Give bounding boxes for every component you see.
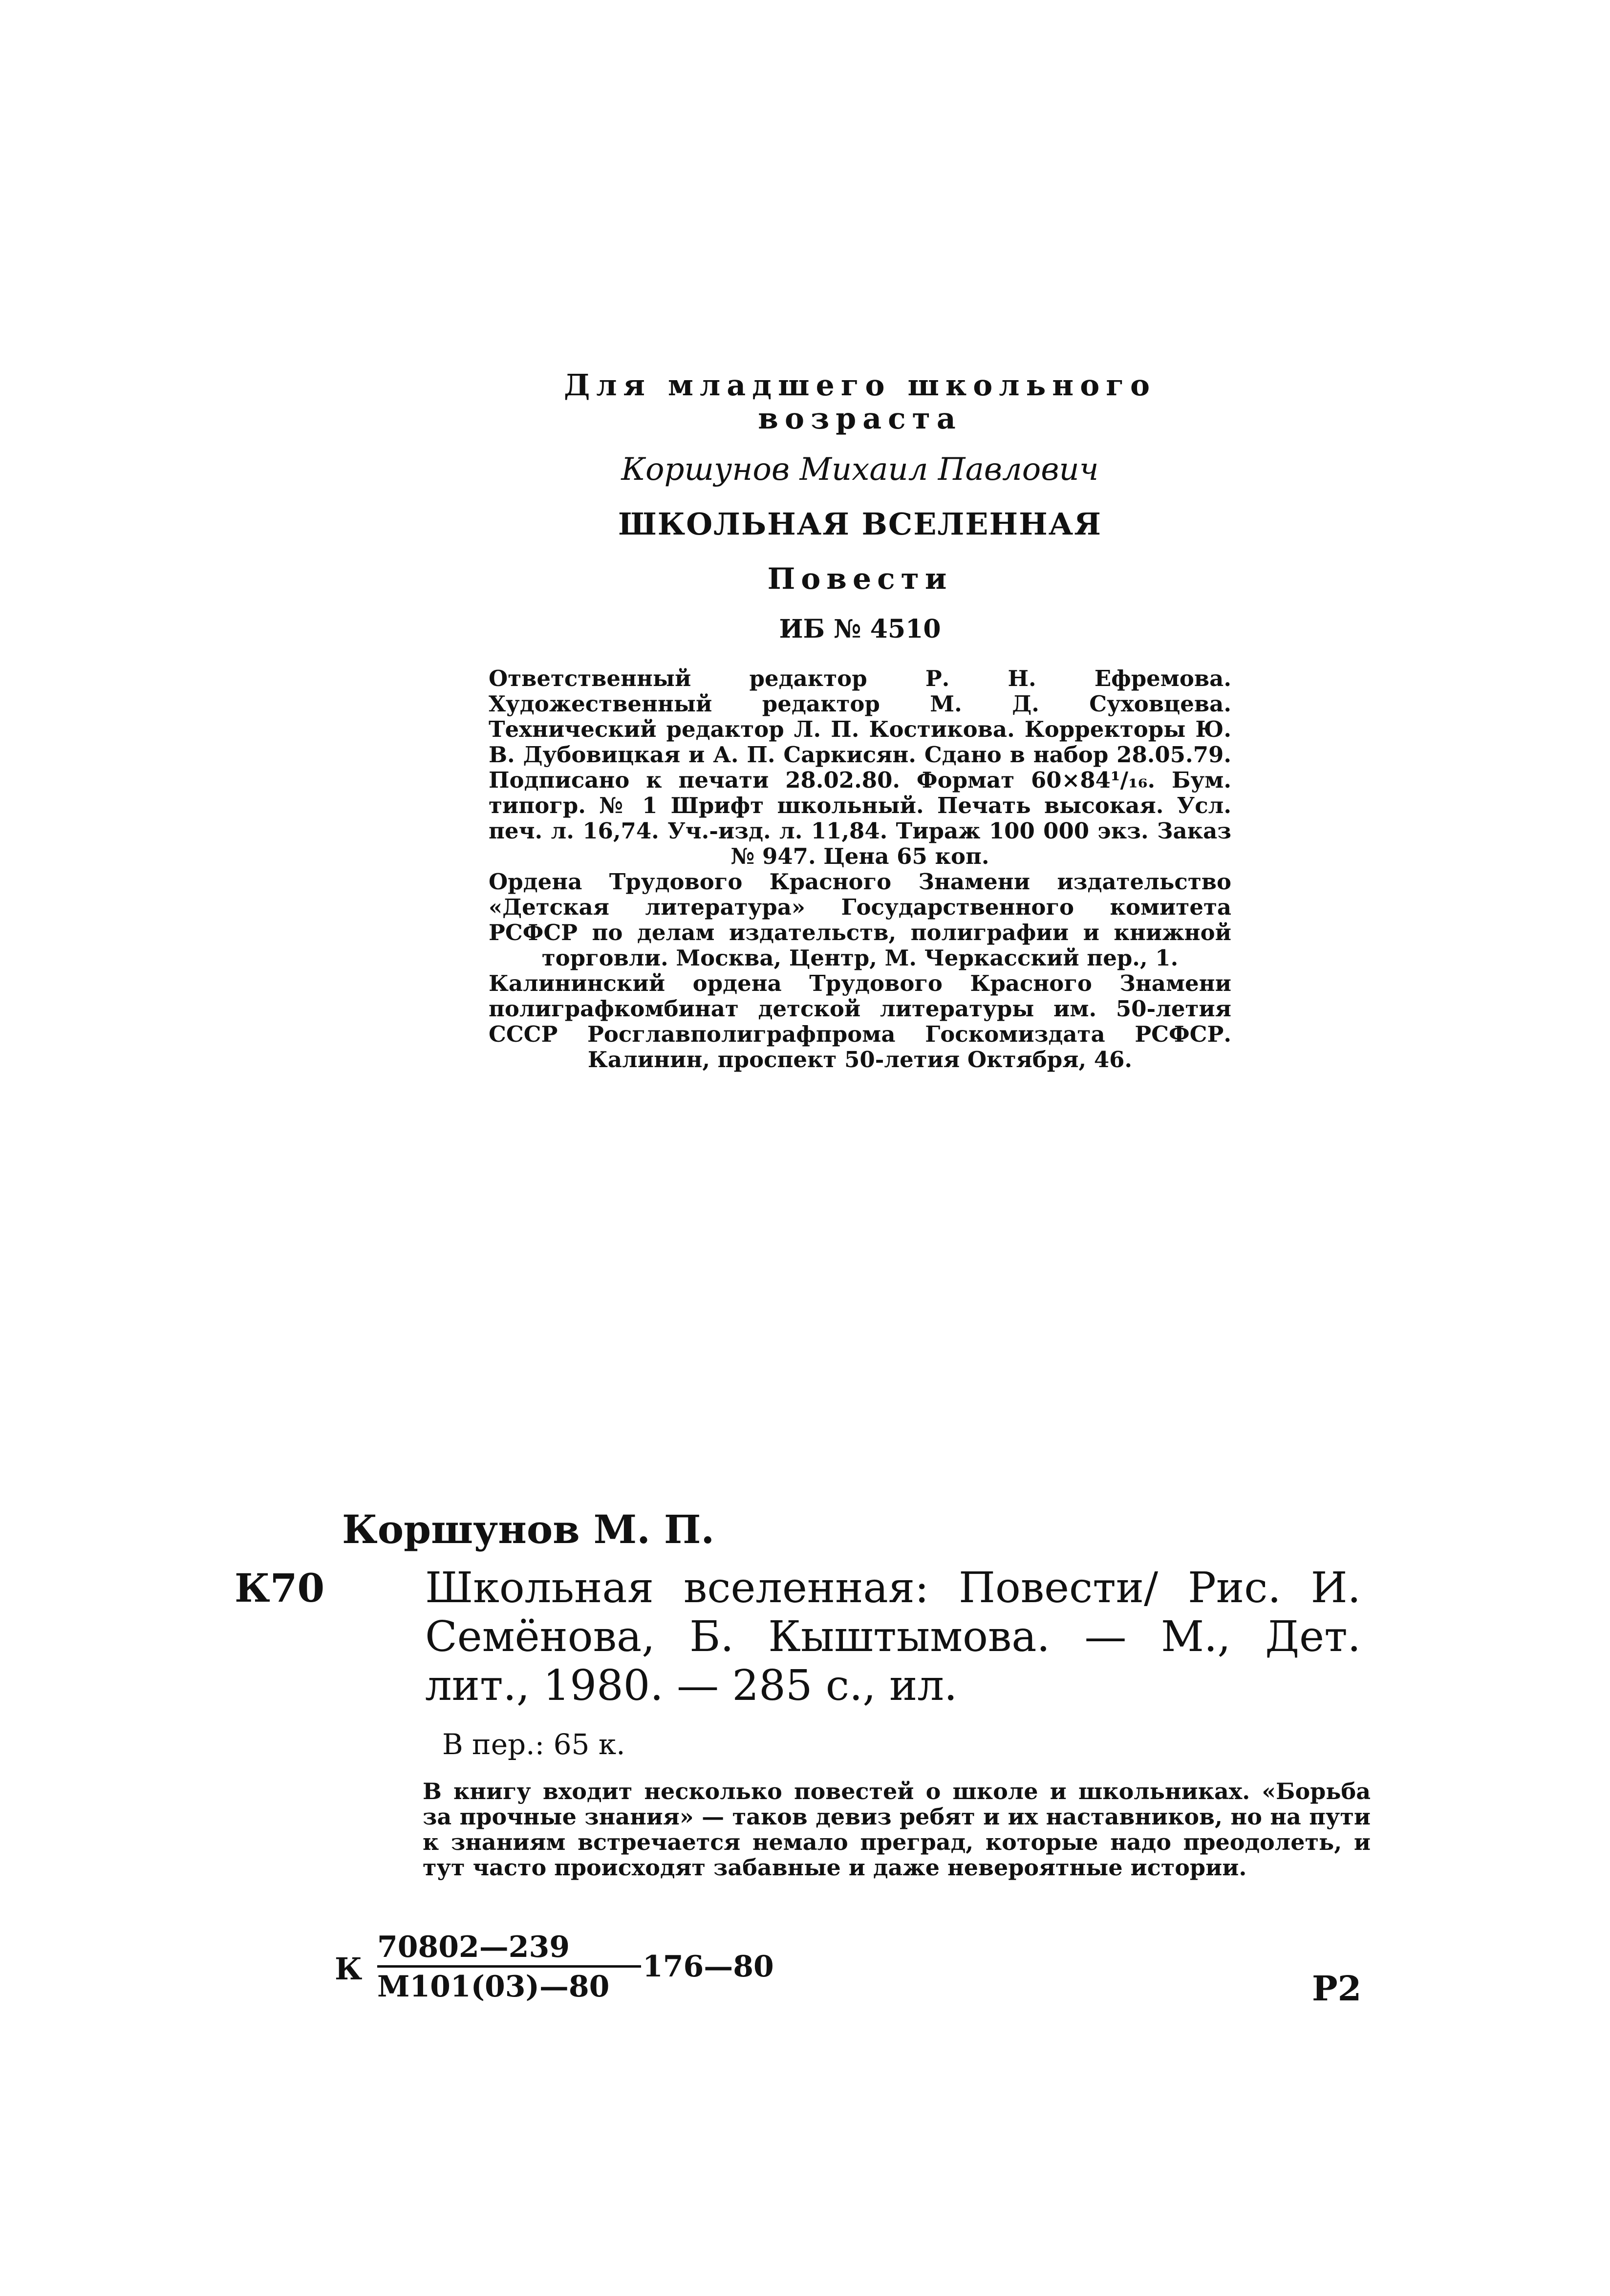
classification-suffix: 176—80 [643, 1950, 774, 1984]
author-full-name: Коршунов Михаил Павлович [621, 451, 1099, 488]
age-label-line2: возраста [758, 402, 962, 436]
card-author: Коршунов М. П. [342, 1506, 715, 1552]
card-annotation: В книгу входит несколько повестей о школе и школьниках. «Борьба за прочные знания» — таков девиз ребят и их наставников, но на пути к знаниям встречается немало преград, которые надо преодолеть, и тут часто происходят забавные и даже невероятные истории. [423, 1778, 1371, 1881]
classification-numerator: 70802—239 [377, 1930, 641, 1968]
card-code: К70 [235, 1565, 325, 1611]
genre-label: Повести [767, 562, 953, 596]
imprint-details [489, 666, 1231, 1073]
age-label-line1: Для младшего школьного [563, 368, 1157, 403]
card-binding-price: В пер.: 65 к. [442, 1728, 625, 1761]
publisher-paragraph: Ордена Трудового Красного Знамени издательство «Детская литература» Государственного комитета РСФСР по делам издательств, полиграфии и книжной торговли. Москва, Центр, М. Черкасский пер., 1. [489, 869, 1231, 971]
printer-paragraph: Калининский ордена Трудового Красного Знамени полиграфкомбинат детской литературы им. 50-летия СССР Росглавполиграфпрома Госкомиздата РСФСР. Калинин, проспект 50-летия Октября, 46. [489, 970, 1231, 1073]
classification-fraction [377, 1930, 641, 2004]
ib-number: ИБ № 4510 [779, 614, 941, 644]
book-title: ШКОЛЬНАЯ ВСЕЛЕННАЯ [618, 506, 1102, 542]
imprint-block [489, 369, 1231, 1073]
classification-denominator: М101(03)—80 [377, 1970, 610, 2004]
card-description: Школьная вселенная: Повести/ Рис. И. Семёнова, Б. Кыштымова. — М., Дет. лит., 1980. — 285 с., ил. [425, 1564, 1361, 1710]
classification-letter: К [335, 1951, 363, 1987]
credits-paragraph: Ответственный редактор Р. Н. Ефремова. Художественный редактор М. Д. Суховцева. Технический редактор Л. П. Костикова. Корректоры Ю. В. Дубовицкая и А. П. Саркисян. Сдано в набор 28.05.79. Подписано к печати 28.02.80. Формат 60×84¹/₁₆. Бум. типогр. № 1 Шрифт школьный. Печать высокая. Усл. печ. л. 16,74. Уч.-изд. л. 11,84. Тираж 100 000 экз. Заказ № 947. Цена 65 коп. [489, 665, 1231, 869]
bbk-index: Р2 [1312, 1968, 1362, 2009]
